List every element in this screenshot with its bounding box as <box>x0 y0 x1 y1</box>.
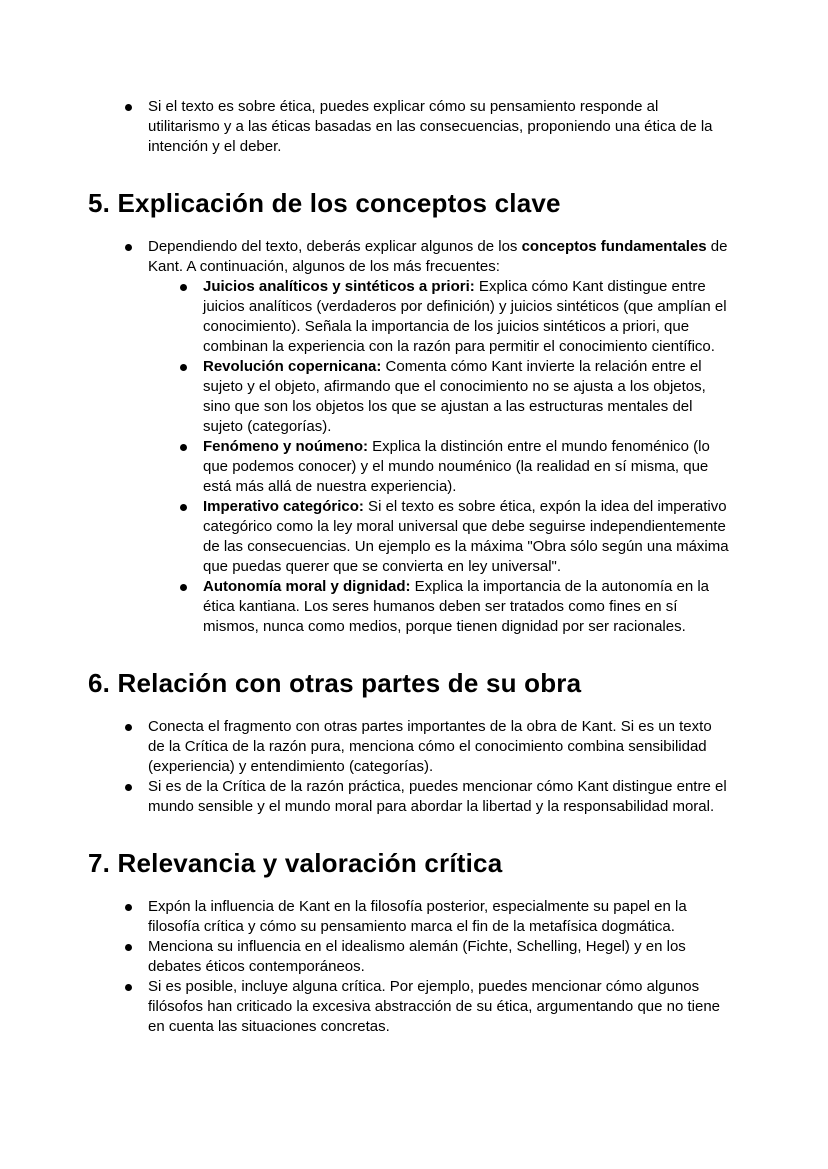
text-run: Dependiendo del texto, deberás explicar algunos de los <box>148 238 522 255</box>
list-item-text <box>148 777 730 817</box>
text-run: Menciona su influencia en el idealismo alemán (Fichte, Schelling, Hegel) y en los debates éticos contemporáneos. <box>148 938 686 975</box>
list-item <box>0 97 730 157</box>
bullet-icon <box>125 104 132 111</box>
list-item <box>0 577 730 637</box>
bullet-icon <box>125 904 132 911</box>
bold-text-run: Revolución copernicana: <box>203 358 382 375</box>
bullet-list <box>0 97 730 157</box>
text-run: Explica cómo Kant distingue entre juicios analíticos (verdaderos por definición) y juicios sintéticos (que amplían el conocimiento). Señala la importancia de los juicios sintéticos a priori, que combinan la experiencia con la razón para permitir el conocimiento científico. <box>203 278 727 355</box>
text-run: Si el texto es sobre ética, puedes explicar cómo su pensamiento responde al utilitarismo y a las éticas basadas en las consecuencias, proponiendo una ética de la intención y el deber. <box>148 98 713 155</box>
text-run: Expón la influencia de Kant en la filosofía posterior, especialmente su papel en la filosofía crítica y cómo su pensamiento marca el fin de la metafísica dogmática. <box>148 898 687 935</box>
list-item-text <box>203 437 730 497</box>
list-item-text <box>148 97 730 157</box>
bullet-icon <box>180 584 187 591</box>
section-heading: 5. Explicación de los conceptos clave <box>88 188 561 218</box>
bullet-icon <box>125 984 132 991</box>
section-heading: 7. Relevancia y valoración crítica <box>88 848 503 878</box>
bullet-icon <box>180 444 187 451</box>
bullet-list <box>0 717 730 817</box>
list-item <box>0 357 730 437</box>
list-item-text <box>148 237 730 277</box>
text-run: Si es de la Crítica de la razón práctica, puedes mencionar cómo Kant distingue entre el mundo sensible y el mundo moral para abordar la libertad y la responsabilidad moral. <box>148 778 727 815</box>
list-item-text <box>148 937 730 977</box>
bullet-icon <box>125 784 132 791</box>
bullet-list <box>0 237 730 637</box>
bullet-icon <box>125 244 132 251</box>
list-item <box>0 437 730 497</box>
text-run: Comenta cómo Kant invierte la relación entre el sujeto y el objeto, afirmando que el conocimiento no se ajusta a los objetos, sino que son los objetos los que se ajustan a las estructuras mentales del sujeto (categorías). <box>203 358 706 435</box>
text-run: Si es posible, incluye alguna crítica. Por ejemplo, puedes mencionar cómo algunos filósofos han criticado la excesiva abstracción de su ética, argumentando que no tiene en cuenta las situaciones concretas. <box>148 978 721 1035</box>
list-item <box>0 897 730 937</box>
bullet-icon <box>180 284 187 291</box>
section-heading: 6. Relación con otras partes de su obra <box>88 668 582 698</box>
text-run: Explica la distinción entre el mundo fenoménico (lo que podemos conocer) y el mundo nouménico (la realidad en sí misma, que está más allá de nuestra experiencia). <box>203 438 710 495</box>
document-content <box>0 97 730 1037</box>
text-run: Si el texto es sobre ética, expón la idea del imperativo categórico como la ley moral universal que debe seguirse independientemente de las consecuencias. Un ejemplo es la máxima "Obra sólo según una máxima que puedas querer que se convierta en ley universal". <box>203 498 729 575</box>
list-item <box>0 497 730 577</box>
bold-text-run: Juicios analíticos y sintéticos a priori: <box>203 278 475 295</box>
list-item <box>0 777 730 817</box>
bullet-list <box>0 897 730 1037</box>
list-item <box>0 237 730 277</box>
bold-text-run: Fenómeno y noúmeno: <box>203 438 368 455</box>
list-item <box>0 977 730 1037</box>
bullet-icon <box>180 364 187 371</box>
bullet-icon <box>180 504 187 511</box>
list-item-text <box>203 357 730 437</box>
list-item-text <box>148 717 730 777</box>
list-item-text <box>203 277 730 357</box>
list-item-text <box>203 577 730 637</box>
bold-text-run: Imperativo categórico: <box>203 498 364 515</box>
list-item-text <box>148 977 730 1037</box>
list-item-text <box>203 497 730 577</box>
text-run: Explica la importancia de la autonomía en la ética kantiana. Los seres humanos deben ser tratados como fines en sí mismos, nunca como medios, porque tienen dignidad por ser racionales. <box>203 578 710 635</box>
bold-text-run: conceptos fundamentales <box>521 238 707 255</box>
list-item <box>0 937 730 977</box>
bullet-icon <box>125 724 132 731</box>
text-run: de Kant. A continuación, algunos de los más frecuentes: <box>148 238 728 275</box>
bold-text-run: Autonomía moral y dignidad: <box>203 578 411 595</box>
list-item <box>0 277 730 357</box>
list-item-text <box>148 897 730 937</box>
bullet-icon <box>125 944 132 951</box>
list-item <box>0 717 730 777</box>
text-run: Conecta el fragmento con otras partes importantes de la obra de Kant. Si es un texto de la Crítica de la razón pura, menciona cómo el conocimiento combina sensibilidad (experiencia) y entendimiento (categorías). <box>148 718 712 775</box>
